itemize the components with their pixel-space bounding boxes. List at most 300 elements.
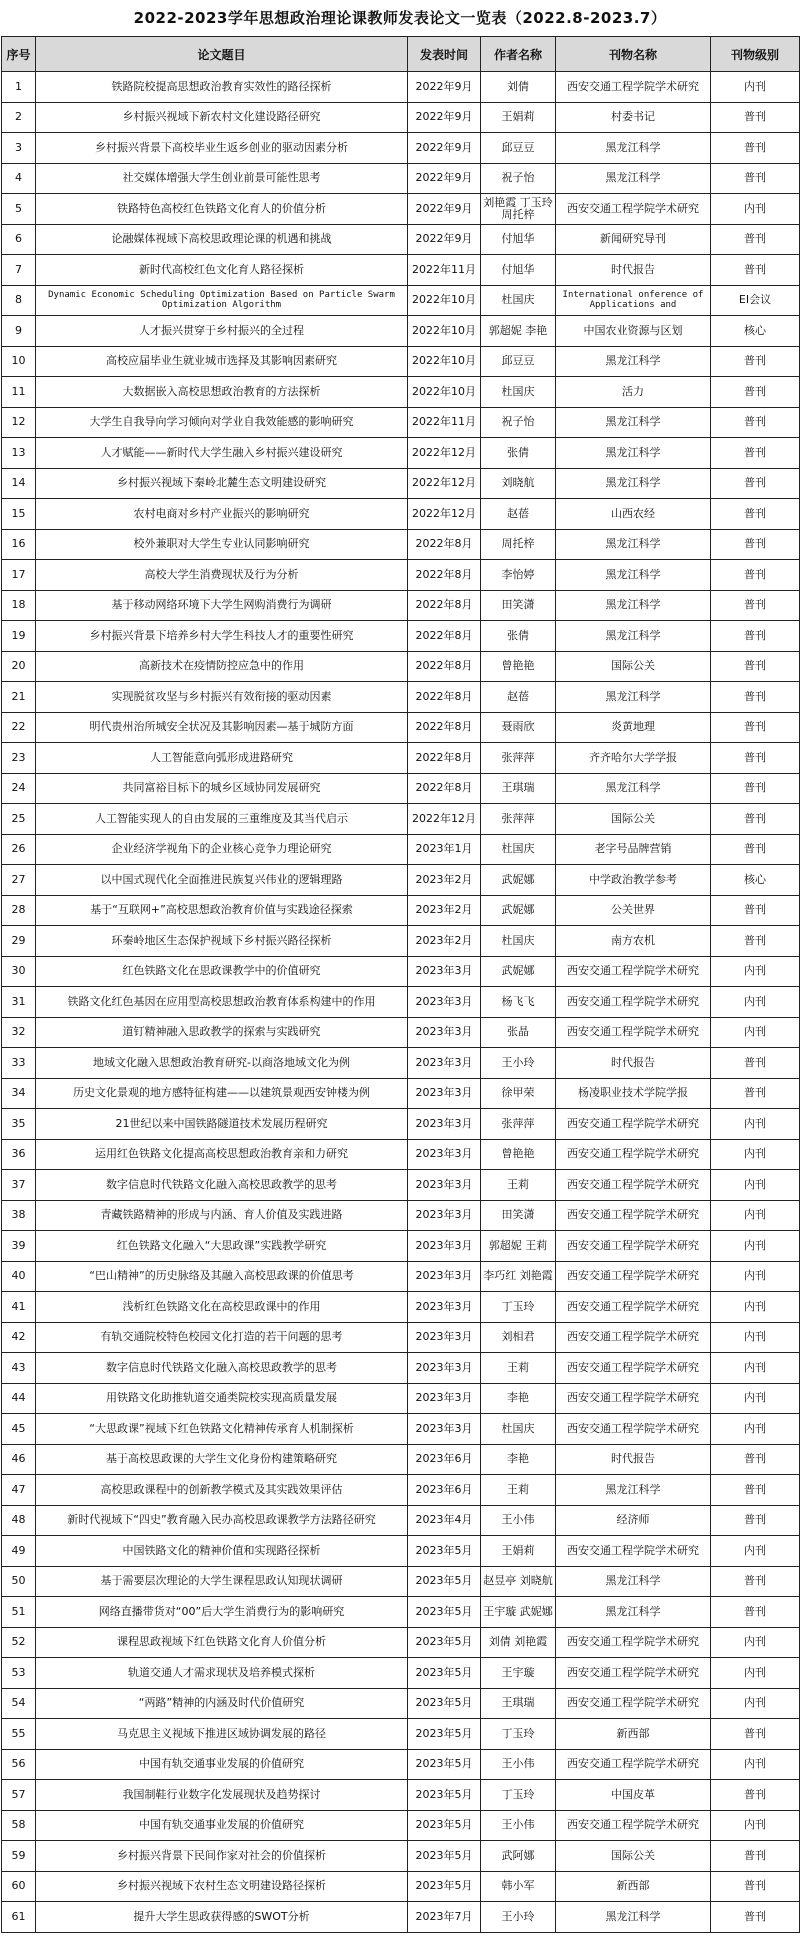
cell-author: 赵昱亭 刘晓航 xyxy=(481,1566,556,1597)
cell-level: 普刊 xyxy=(711,804,800,835)
cell-date: 2022年8月 xyxy=(408,743,481,774)
cell-level: 内刊 xyxy=(711,1017,800,1048)
cell-date: 2022年12月 xyxy=(408,468,481,499)
table-row xyxy=(2,1871,800,1902)
cell-journal: 西安交通工程学院学术研究 xyxy=(556,1627,711,1658)
cell-level: 普刊 xyxy=(711,468,800,499)
cell-journal: 西安交通工程学院学术研究 xyxy=(556,1200,711,1231)
table-row xyxy=(2,1444,800,1475)
cell-journal: International onference of Applications and xyxy=(556,285,711,316)
table-row xyxy=(2,865,800,896)
cell-journal: 时代报告 xyxy=(556,255,711,286)
cell-date: 2022年8月 xyxy=(408,560,481,591)
cell-journal: 西安交通工程学院学术研究 xyxy=(556,1688,711,1719)
cell-no: 10 xyxy=(2,346,36,377)
cell-date: 2022年9月 xyxy=(408,163,481,194)
cell-journal: 黑龙江科学 xyxy=(556,407,711,438)
cell-paper-title: 社交媒体增强大学生创业前景可能性思考 xyxy=(36,163,408,194)
cell-level: 内刊 xyxy=(711,1749,800,1780)
cell-no: 32 xyxy=(2,1017,36,1048)
cell-journal: 黑龙江科学 xyxy=(556,1566,711,1597)
cell-journal: 西安交通工程学院学术研究 xyxy=(556,1658,711,1689)
cell-paper-title: 乡村振兴视域下秦岭北麓生态文明建设研究 xyxy=(36,468,408,499)
cell-author: 王小玲 xyxy=(481,1902,556,1933)
cell-journal: 杨凌职业技术学院学报 xyxy=(556,1078,711,1109)
cell-level: 内刊 xyxy=(711,72,800,103)
cell-level: 内刊 xyxy=(711,1536,800,1567)
table-row xyxy=(2,468,800,499)
cell-journal: 新西部 xyxy=(556,1719,711,1750)
table-row xyxy=(2,1139,800,1170)
cell-author: 李艳 xyxy=(481,1444,556,1475)
table-row xyxy=(2,956,800,987)
cell-no: 22 xyxy=(2,712,36,743)
cell-author: 刘倩 xyxy=(481,72,556,103)
cell-date: 2023年6月 xyxy=(408,1475,481,1506)
cell-date: 2022年12月 xyxy=(408,438,481,469)
cell-level: 普刊 xyxy=(711,499,800,530)
cell-date: 2023年2月 xyxy=(408,926,481,957)
cell-date: 2022年8月 xyxy=(408,682,481,713)
cell-date: 2023年3月 xyxy=(408,1353,481,1384)
document-title: 2022-2023学年思想政治理论课教师发表论文一览表（2022.8-2023.7） xyxy=(133,9,667,27)
cell-paper-title: “大思政课”视域下红色铁路文化精神传承育人机制探析 xyxy=(36,1414,408,1445)
cell-no: 33 xyxy=(2,1048,36,1079)
cell-journal: 山西农经 xyxy=(556,499,711,530)
cell-no: 40 xyxy=(2,1261,36,1292)
cell-level: 内刊 xyxy=(711,1292,800,1323)
table-row xyxy=(2,621,800,652)
cell-paper-title: 我国制鞋行业数字化发展现状及趋势探讨 xyxy=(36,1780,408,1811)
cell-paper-title: 论融媒体视域下高校思政理论课的机遇和挑战 xyxy=(36,224,408,255)
cell-no: 35 xyxy=(2,1109,36,1140)
cell-paper-title: 基于“互联网+”高校思想政治教育价值与实践途径探索 xyxy=(36,895,408,926)
cell-level: 内刊 xyxy=(711,1109,800,1140)
cell-paper-title: 农村电商对乡村产业振兴的影响研究 xyxy=(36,499,408,530)
cell-journal: 国际公关 xyxy=(556,804,711,835)
cell-no: 60 xyxy=(2,1871,36,1902)
cell-date: 2023年5月 xyxy=(408,1749,481,1780)
table-row xyxy=(2,194,800,225)
cell-no: 36 xyxy=(2,1139,36,1170)
cell-journal: 黑龙江科学 xyxy=(556,621,711,652)
cell-level: 普刊 xyxy=(711,1048,800,1079)
cell-no: 53 xyxy=(2,1658,36,1689)
cell-journal: 黑龙江科学 xyxy=(556,1597,711,1628)
cell-paper-title: 人才振兴贯穿于乡村振兴的全过程 xyxy=(36,316,408,347)
table-row xyxy=(2,712,800,743)
cell-paper-title: 轨道交通人才需求现状及培养模式探析 xyxy=(36,1658,408,1689)
cell-date: 2023年3月 xyxy=(408,1200,481,1231)
cell-journal: 时代报告 xyxy=(556,1444,711,1475)
cell-date: 2023年3月 xyxy=(408,1231,481,1262)
cell-level: 核心 xyxy=(711,316,800,347)
cell-date: 2022年12月 xyxy=(408,804,481,835)
cell-author: 王宇璇 xyxy=(481,1658,556,1689)
cell-journal: 国际公关 xyxy=(556,651,711,682)
table-row xyxy=(2,1597,800,1628)
table-row xyxy=(2,1780,800,1811)
table-row xyxy=(2,1231,800,1262)
cell-level: 普刊 xyxy=(711,102,800,133)
cell-paper-title: 基于需要层次理论的大学生课程思政认知现状调研 xyxy=(36,1566,408,1597)
cell-author: 周托梓 xyxy=(481,529,556,560)
cell-journal: 黑龙江科学 xyxy=(556,773,711,804)
cell-no: 9 xyxy=(2,316,36,347)
cell-date: 2023年5月 xyxy=(408,1658,481,1689)
table-row xyxy=(2,1383,800,1414)
cell-paper-title: 新时代高校红色文化育人路径探析 xyxy=(36,255,408,286)
table-row xyxy=(2,377,800,408)
cell-date: 2022年9月 xyxy=(408,102,481,133)
cell-no: 1 xyxy=(2,72,36,103)
table-row xyxy=(2,407,800,438)
table-row xyxy=(2,1810,800,1841)
cell-author: 杨飞飞 xyxy=(481,987,556,1018)
cell-level: 普刊 xyxy=(711,590,800,621)
cell-journal: 黑龙江科学 xyxy=(556,468,711,499)
cell-no: 41 xyxy=(2,1292,36,1323)
table-row xyxy=(2,1658,800,1689)
cell-no: 18 xyxy=(2,590,36,621)
cell-author: 杜国庆 xyxy=(481,926,556,957)
cell-no: 30 xyxy=(2,956,36,987)
cell-level: 普刊 xyxy=(711,407,800,438)
cell-author: 武阿娜 xyxy=(481,1841,556,1872)
cell-date: 2022年9月 xyxy=(408,224,481,255)
cell-date: 2023年6月 xyxy=(408,1444,481,1475)
cell-paper-title: 新时代视域下“四史”教育融入民办高校思政课教学方法路径研究 xyxy=(36,1505,408,1536)
cell-author: 邱豆豆 xyxy=(481,346,556,377)
cell-paper-title: 基于高校思政课的大学生文化身份构建策略研究 xyxy=(36,1444,408,1475)
cell-level: 内刊 xyxy=(711,1170,800,1201)
cell-journal: 西安交通工程学院学术研究 xyxy=(556,1017,711,1048)
cell-paper-title: 乡村振兴背景下培养乡村大学生科技人才的重要性研究 xyxy=(36,621,408,652)
cell-paper-title: Dynamic Economic Scheduling Optimization Based on Particle Swarm Optimization Algorithm xyxy=(36,285,408,316)
table-row xyxy=(2,1414,800,1445)
cell-level: 普刊 xyxy=(711,377,800,408)
cell-no: 58 xyxy=(2,1810,36,1841)
cell-no: 51 xyxy=(2,1597,36,1628)
table-row xyxy=(2,1566,800,1597)
table-row xyxy=(2,560,800,591)
table-row xyxy=(2,1475,800,1506)
cell-paper-title: 有轨交通院校特色校园文化打造的若干问题的思考 xyxy=(36,1322,408,1353)
cell-paper-title: 中国有轨交通事业发展的价值研究 xyxy=(36,1749,408,1780)
cell-date: 2022年11月 xyxy=(408,407,481,438)
cell-level: 普刊 xyxy=(711,1902,800,1933)
cell-journal: 村委书记 xyxy=(556,102,711,133)
cell-paper-title: 高校大学生消费现状及行为分析 xyxy=(36,560,408,591)
cell-author: 王小伟 xyxy=(481,1505,556,1536)
cell-date: 2023年5月 xyxy=(408,1597,481,1628)
cell-no: 24 xyxy=(2,773,36,804)
cell-date: 2023年3月 xyxy=(408,1109,481,1140)
cell-paper-title: 运用红色铁路文化提高高校思想政治教育亲和力研究 xyxy=(36,1139,408,1170)
cell-no: 55 xyxy=(2,1719,36,1750)
cell-level: 普刊 xyxy=(711,133,800,164)
cell-level: 普刊 xyxy=(711,773,800,804)
cell-author: 李艳 xyxy=(481,1383,556,1414)
cell-level: 普刊 xyxy=(711,1597,800,1628)
cell-journal: 黑龙江科学 xyxy=(556,346,711,377)
cell-author: 邱豆豆 xyxy=(481,133,556,164)
cell-author: 李怡婷 xyxy=(481,560,556,591)
cell-author: 刘倩 刘艳霞 xyxy=(481,1627,556,1658)
cell-level: 普刊 xyxy=(711,1719,800,1750)
cell-level: 内刊 xyxy=(711,1139,800,1170)
table-row xyxy=(2,1688,800,1719)
cell-paper-title: 高新技术在疫情防控应急中的作用 xyxy=(36,651,408,682)
cell-level: 普刊 xyxy=(711,1505,800,1536)
cell-journal: 黑龙江科学 xyxy=(556,1475,711,1506)
cell-author: 徐甲荣 xyxy=(481,1078,556,1109)
cell-date: 2022年11月 xyxy=(408,255,481,286)
cell-paper-title: 大学生自我导向学习倾向对学业自我效能感的影响研究 xyxy=(36,407,408,438)
cell-no: 11 xyxy=(2,377,36,408)
cell-journal: 西安交通工程学院学术研究 xyxy=(556,1414,711,1445)
cell-author: 张倩 xyxy=(481,621,556,652)
cell-author: 王莉 xyxy=(481,1353,556,1384)
cell-date: 2023年2月 xyxy=(408,895,481,926)
cell-journal: 西安交通工程学院学术研究 xyxy=(556,1231,711,1262)
cell-date: 2023年3月 xyxy=(408,1048,481,1079)
header-date: 发表时间 xyxy=(408,37,481,72)
cell-journal: 活力 xyxy=(556,377,711,408)
cell-paper-title: 中国铁路文化的精神价值和实现路径探析 xyxy=(36,1536,408,1567)
cell-date: 2023年2月 xyxy=(408,865,481,896)
header-paper-title: 论文题目 xyxy=(36,37,408,72)
table-row xyxy=(2,133,800,164)
cell-journal: 公关世界 xyxy=(556,895,711,926)
cell-author: 郭超妮 王莉 xyxy=(481,1231,556,1262)
cell-date: 2022年10月 xyxy=(408,285,481,316)
cell-author: 王莉 xyxy=(481,1170,556,1201)
cell-no: 13 xyxy=(2,438,36,469)
cell-date: 2023年5月 xyxy=(408,1780,481,1811)
cell-level: 普刊 xyxy=(711,926,800,957)
table-row xyxy=(2,651,800,682)
cell-date: 2023年5月 xyxy=(408,1810,481,1841)
cell-no: 50 xyxy=(2,1566,36,1597)
cell-date: 2022年9月 xyxy=(408,72,481,103)
cell-author: 丁玉玲 xyxy=(481,1719,556,1750)
cell-paper-title: 中国有轨交通事业发展的价值研究 xyxy=(36,1810,408,1841)
cell-no: 57 xyxy=(2,1780,36,1811)
cell-level: 内刊 xyxy=(711,987,800,1018)
cell-journal: 西安交通工程学院学术研究 xyxy=(556,1810,711,1841)
cell-journal: 西安交通工程学院学术研究 xyxy=(556,1322,711,1353)
cell-journal: 中国农业资源与区划 xyxy=(556,316,711,347)
cell-author: 张萍萍 xyxy=(481,1109,556,1140)
cell-author: 刘晓航 xyxy=(481,468,556,499)
cell-journal: 国际公关 xyxy=(556,1841,711,1872)
cell-no: 26 xyxy=(2,834,36,865)
cell-paper-title: 实现脱贫攻坚与乡村振兴有效衔接的驱动因素 xyxy=(36,682,408,713)
cell-no: 44 xyxy=(2,1383,36,1414)
cell-date: 2022年10月 xyxy=(408,346,481,377)
cell-no: 39 xyxy=(2,1231,36,1262)
cell-author: 武妮娜 xyxy=(481,895,556,926)
cell-no: 19 xyxy=(2,621,36,652)
cell-level: 内刊 xyxy=(711,956,800,987)
cell-date: 2023年5月 xyxy=(408,1536,481,1567)
cell-no: 17 xyxy=(2,560,36,591)
cell-no: 56 xyxy=(2,1749,36,1780)
cell-no: 20 xyxy=(2,651,36,682)
cell-author: 韩小军 xyxy=(481,1871,556,1902)
cell-author: 王小伟 xyxy=(481,1810,556,1841)
cell-journal: 黑龙江科学 xyxy=(556,590,711,621)
cell-journal: 黑龙江科学 xyxy=(556,529,711,560)
cell-paper-title: 明代贵州治所城安全状况及其影响因素—基于城防方面 xyxy=(36,712,408,743)
cell-journal: 西安交通工程学院学术研究 xyxy=(556,1139,711,1170)
cell-author: 丁玉玲 xyxy=(481,1780,556,1811)
cell-date: 2023年1月 xyxy=(408,834,481,865)
cell-no: 61 xyxy=(2,1902,36,1933)
cell-no: 52 xyxy=(2,1627,36,1658)
cell-date: 2022年9月 xyxy=(408,194,481,225)
cell-no: 2 xyxy=(2,102,36,133)
cell-journal: 黑龙江科学 xyxy=(556,163,711,194)
cell-level: 内刊 xyxy=(711,1383,800,1414)
cell-level: 内刊 xyxy=(711,1231,800,1262)
cell-no: 4 xyxy=(2,163,36,194)
table-row xyxy=(2,1261,800,1292)
table-row xyxy=(2,926,800,957)
cell-no: 34 xyxy=(2,1078,36,1109)
cell-date: 2022年10月 xyxy=(408,316,481,347)
cell-level: 普刊 xyxy=(711,682,800,713)
cell-author: 武妮娜 xyxy=(481,956,556,987)
cell-level: 内刊 xyxy=(711,1810,800,1841)
table-row xyxy=(2,255,800,286)
table-row xyxy=(2,346,800,377)
cell-paper-title: 21世纪以来中国铁路隧道技术发展历程研究 xyxy=(36,1109,408,1140)
cell-author: 李巧红 刘艳霞 xyxy=(481,1261,556,1292)
table-row xyxy=(2,1536,800,1567)
cell-date: 2023年3月 xyxy=(408,1017,481,1048)
cell-author: 王莉 xyxy=(481,1475,556,1506)
cell-paper-title: 地域文化融入思想政治教育研究-以商洛地域文化为例 xyxy=(36,1048,408,1079)
cell-no: 12 xyxy=(2,407,36,438)
cell-paper-title: 红色铁路文化在思政课教学中的价值研究 xyxy=(36,956,408,987)
table-row xyxy=(2,1902,800,1933)
cell-level: 普刊 xyxy=(711,529,800,560)
cell-date: 2023年3月 xyxy=(408,1261,481,1292)
cell-date: 2023年3月 xyxy=(408,1139,481,1170)
cell-journal: 西安交通工程学院学术研究 xyxy=(556,1261,711,1292)
cell-paper-title: 基于移动网络环境下大学生网购消费行为调研 xyxy=(36,590,408,621)
cell-level: 普刊 xyxy=(711,560,800,591)
cell-level: 内刊 xyxy=(711,1322,800,1353)
cell-level: 内刊 xyxy=(711,1688,800,1719)
table-row xyxy=(2,1048,800,1079)
cell-date: 2023年3月 xyxy=(408,1170,481,1201)
cell-journal: 齐齐哈尔大学学报 xyxy=(556,743,711,774)
cell-level: 内刊 xyxy=(711,1200,800,1231)
cell-journal: 炎黄地理 xyxy=(556,712,711,743)
cell-level: 内刊 xyxy=(711,1414,800,1445)
header-no: 序号 xyxy=(2,37,36,72)
cell-date: 2023年5月 xyxy=(408,1627,481,1658)
cell-level: 核心 xyxy=(711,865,800,896)
cell-journal: 西安交通工程学院学术研究 xyxy=(556,956,711,987)
cell-no: 5 xyxy=(2,194,36,225)
cell-paper-title: 人工智能意向弧形成进路研究 xyxy=(36,743,408,774)
cell-paper-title: 铁路院校提高思想政治教育实效性的路径探析 xyxy=(36,72,408,103)
cell-author: 田笑潇 xyxy=(481,1200,556,1231)
cell-no: 37 xyxy=(2,1170,36,1201)
cell-date: 2023年5月 xyxy=(408,1719,481,1750)
cell-journal: 西安交通工程学院学术研究 xyxy=(556,1170,711,1201)
table-row xyxy=(2,1170,800,1201)
cell-level: 普刊 xyxy=(711,712,800,743)
cell-journal: 新闻研究导刊 xyxy=(556,224,711,255)
cell-no: 43 xyxy=(2,1353,36,1384)
cell-level: 内刊 xyxy=(711,1658,800,1689)
cell-no: 27 xyxy=(2,865,36,896)
cell-no: 28 xyxy=(2,895,36,926)
table-row xyxy=(2,1627,800,1658)
cell-journal: 老字号品牌营销 xyxy=(556,834,711,865)
cell-level: 普刊 xyxy=(711,1444,800,1475)
cell-author: 田笑潇 xyxy=(481,590,556,621)
cell-author: 张倩 xyxy=(481,438,556,469)
cell-paper-title: 校外兼职对大学生专业认同影响研究 xyxy=(36,529,408,560)
cell-date: 2023年5月 xyxy=(408,1688,481,1719)
table-row xyxy=(2,1200,800,1231)
cell-level: 普刊 xyxy=(711,1078,800,1109)
cell-date: 2022年8月 xyxy=(408,773,481,804)
cell-author: 赵蓓 xyxy=(481,499,556,530)
cell-date: 2022年10月 xyxy=(408,377,481,408)
table-row xyxy=(2,1749,800,1780)
cell-journal: 西安交通工程学院学术研究 xyxy=(556,194,711,225)
cell-paper-title: 历史文化景观的地方感特征构建——以建筑景观西安钟楼为例 xyxy=(36,1078,408,1109)
table-row xyxy=(2,1505,800,1536)
cell-journal: 西安交通工程学院学术研究 xyxy=(556,1353,711,1384)
cell-journal: 黑龙江科学 xyxy=(556,438,711,469)
cell-level: 普刊 xyxy=(711,1871,800,1902)
cell-paper-title: 网络直播带货对“00”后大学生消费行为的影响研究 xyxy=(36,1597,408,1628)
table-row xyxy=(2,224,800,255)
cell-paper-title: 铁路文化红色基因在应用型高校思想政治教育体系构建中的作用 xyxy=(36,987,408,1018)
cell-paper-title: “巴山精神”的历史脉络及其融入高校思政课的价值思考 xyxy=(36,1261,408,1292)
cell-date: 2023年3月 xyxy=(408,1414,481,1445)
cell-author: 王宇璇 武妮娜 xyxy=(481,1597,556,1628)
cell-paper-title: 高校应届毕业生就业城市选择及其影响因素研究 xyxy=(36,346,408,377)
table-row xyxy=(2,72,800,103)
cell-no: 23 xyxy=(2,743,36,774)
cell-no: 16 xyxy=(2,529,36,560)
cell-journal: 西安交通工程学院学术研究 xyxy=(556,1292,711,1323)
cell-journal: 西安交通工程学院学术研究 xyxy=(556,1749,711,1780)
cell-author: 张晶 xyxy=(481,1017,556,1048)
header-level: 刊物级别 xyxy=(711,37,800,72)
cell-date: 2023年3月 xyxy=(408,956,481,987)
cell-author: 曾艳艳 xyxy=(481,1139,556,1170)
cell-level: 普刊 xyxy=(711,651,800,682)
table-row xyxy=(2,987,800,1018)
cell-no: 14 xyxy=(2,468,36,499)
cell-date: 2023年5月 xyxy=(408,1841,481,1872)
cell-date: 2023年5月 xyxy=(408,1871,481,1902)
cell-level: 内刊 xyxy=(711,1627,800,1658)
cell-level: 普刊 xyxy=(711,1475,800,1506)
table-row xyxy=(2,316,800,347)
cell-date: 2022年8月 xyxy=(408,590,481,621)
